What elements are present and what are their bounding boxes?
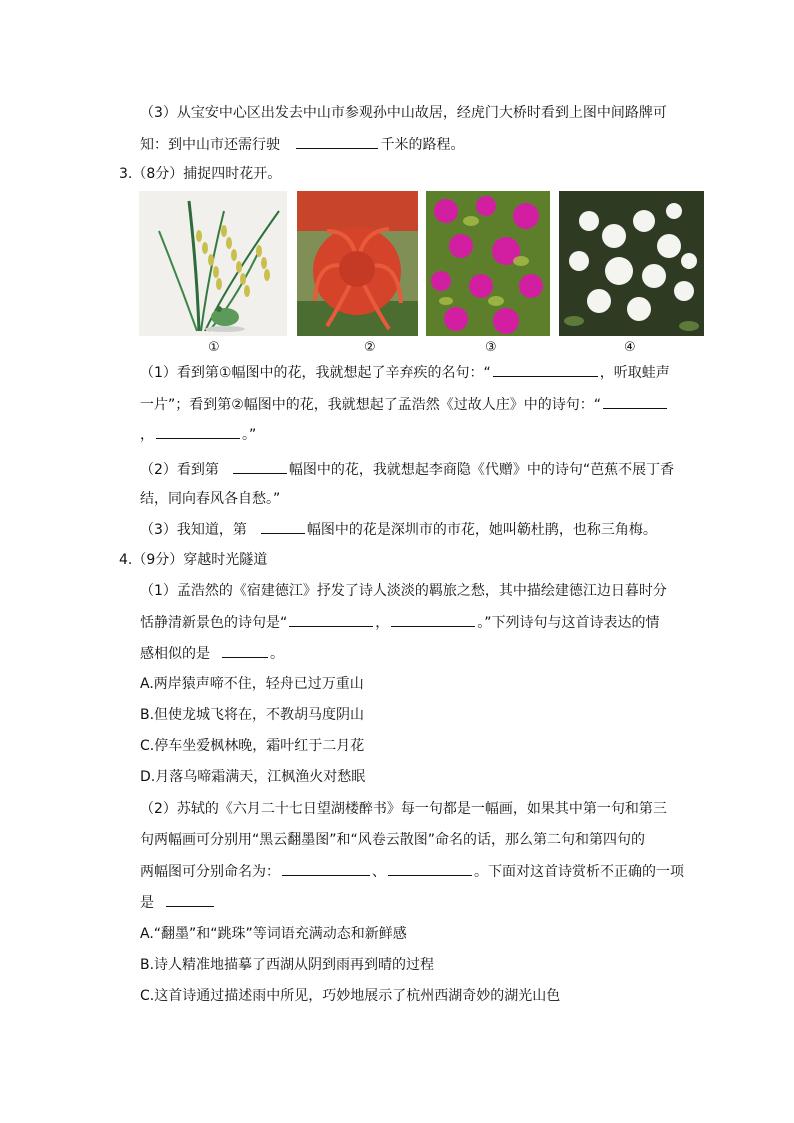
image-bougainvillea — [426, 191, 550, 336]
q3-p1-line3 — [140, 424, 256, 445]
q3-p2-text-a: （2）看到第 — [140, 462, 219, 478]
q4-option-b: B.但使龙城飞将在，不教胡马度阴山 — [140, 707, 365, 723]
q4-p2-line2: 句两幅画可分别用“黑云翻墨图”和“风卷云散图”命名的话，那么第二句和第四句的 — [140, 832, 646, 848]
q4-p1-text-e: 。 — [270, 646, 284, 662]
q2-part3-text-b: 千米的路程。 — [380, 137, 465, 153]
q4-p1-line1: （1）孟浩然的《宿建德江》抒发了诗人淡淡的羁旅之愁，其中描绘建德江边日暮时分 — [140, 583, 667, 599]
q4-option2-a: A.“翻墨”和“跳珠”等词语充满动态和新鲜感 — [140, 926, 407, 942]
q4-p1-text-a: 恬静清新景色的诗句是“ — [140, 615, 288, 631]
q4-option2-b: B.诗人精准地描摹了西湖从阴到雨再到晴的过程 — [140, 957, 435, 973]
q3-p1-line1 — [140, 362, 670, 383]
q4-p1-line2 — [140, 612, 660, 633]
q4-p2-text-a: 两幅图可分别命名为： — [140, 864, 280, 880]
q3-p1-text-d: ， — [140, 427, 154, 443]
q3-p3-text-b: 幅图中的花是深圳市的市花，她叫簕杜鹃，也称三角梅。 — [306, 522, 657, 538]
answer-blank-xin-qiji[interactable] — [493, 362, 598, 377]
q4-p2-text-b: 、 — [372, 864, 386, 880]
image-label-1: ① — [208, 340, 220, 355]
image-label-4: ④ — [624, 340, 636, 355]
q3-p2-line2: 结，同向春风各自愁。” — [140, 491, 281, 507]
q4-p1-text-c: 。”下列诗句与这首诗表达的情 — [477, 615, 660, 631]
q4-option2-c: C.这首诗通过描述雨中所见，巧妙地展示了杭州西湖奇妙的湖光山色 — [140, 988, 561, 1004]
q4-p1-text-b: ， — [375, 615, 390, 631]
q4-p1-line3 — [140, 643, 284, 664]
q3-p1-text-b: ，听取蛙声 — [599, 365, 670, 381]
answer-blank-distance[interactable] — [296, 134, 378, 149]
q4-option-a: A.两岸猿声啼不住，轻舟已过万重山 — [140, 676, 364, 692]
q4-p1-text-d: 感相似的是 — [140, 646, 210, 662]
answer-blank-image-number[interactable] — [233, 459, 287, 474]
q4-p2-text-c: 。下面对这首诗赏析不正确的一项 — [474, 864, 684, 880]
q3-p1-text-a: （1）看到第①幅图中的花，我就想起了辛弃疾的名句：“ — [140, 365, 491, 381]
answer-blank-title-2[interactable] — [282, 861, 370, 876]
q2-part3-line2 — [140, 134, 464, 155]
q4-p2-text-d: 是 — [140, 895, 154, 911]
q4-p2-line1: （2）苏轼的《六月二十七日望湖楼醉书》每一句都是一幅画，如果其中第一句和第三 — [140, 801, 667, 817]
q3-header: 3.（8分）捕捉四时花开。 — [119, 166, 282, 182]
q4-p2-line4 — [140, 892, 216, 913]
q3-p2-line1 — [140, 459, 674, 480]
q4-p2-line3 — [140, 861, 684, 882]
q3-p1-text-e: 。” — [242, 427, 257, 443]
answer-blank-meng-2[interactable] — [156, 424, 240, 439]
q2-part3-line1: （3）从宝安中心区出发去中山市参观孙中山故居，经虎门大桥时看到上图中间路牌可 — [140, 105, 667, 121]
answer-blank-city-flower[interactable] — [261, 519, 305, 534]
q3-p3-text-a: （3）我知道，第 — [140, 522, 247, 538]
image-white-clove — [559, 191, 704, 336]
q3-p1-line2 — [140, 394, 669, 415]
image-rice-frog — [139, 191, 287, 336]
answer-blank-choice-2[interactable] — [166, 892, 214, 907]
answer-blank-meng-1[interactable] — [603, 394, 667, 409]
q2-part3-text-a: 知：到中山市还需行驶 — [140, 137, 280, 153]
answer-blank-title-4[interactable] — [388, 861, 472, 876]
answer-blank-choice-1[interactable] — [222, 643, 268, 658]
q4-header: 4.（9分）穿越时光隧道 — [119, 552, 268, 568]
answer-blank-jiande-2[interactable] — [391, 612, 475, 627]
q4-option-c: C.停车坐爱枫林晚，霜叶红于二月花 — [140, 738, 365, 754]
answer-blank-jiande-1[interactable] — [289, 612, 373, 627]
image-label-3: ③ — [485, 340, 497, 355]
image-chrysanthemum — [297, 191, 418, 336]
q3-p2-text-b: 幅图中的花，我就想起李商隐《代赠》中的诗句“芭蕉不展丁香 — [288, 462, 675, 478]
q4-option-d: D.月落乌啼霜满天，江枫渔火对愁眠 — [140, 769, 366, 785]
image-label-2: ② — [364, 340, 376, 355]
q3-p1-text-c: 一片”；看到第②幅图中的花，我就想起了孟浩然《过故人庄》中的诗句：“ — [140, 397, 602, 413]
q3-p3-line1 — [140, 519, 657, 540]
